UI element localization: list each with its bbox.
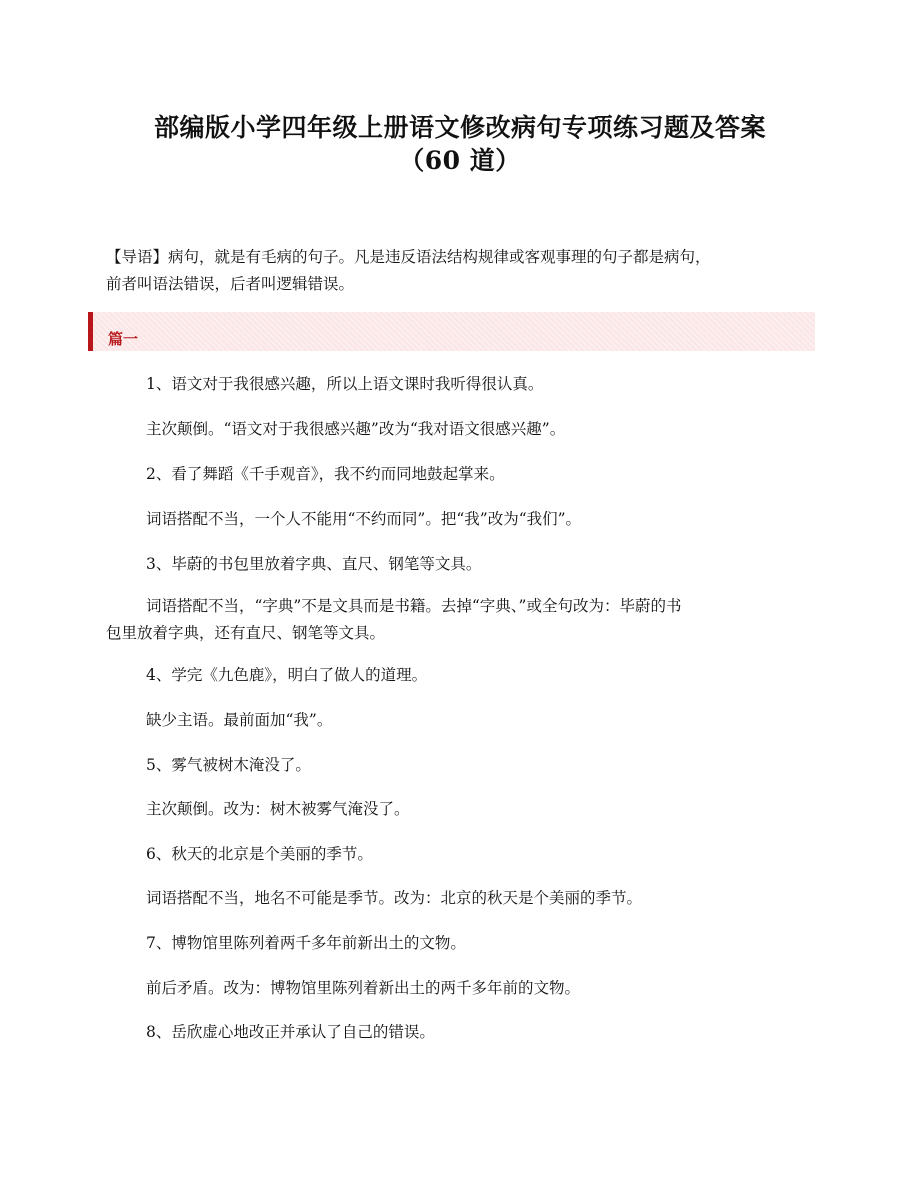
intro-line-1: 【导语】病句，就是有毛病的句子。凡是违反语法结构规律或客观事理的句子都是病句， (106, 248, 711, 266)
intro-paragraph (106, 244, 816, 298)
section-header (88, 312, 815, 351)
question-3: 3、毕蔚的书包里放着字典、直尺、钢笔等文具。 (146, 555, 482, 573)
question-4: 4、学完《九色鹿》，明白了做人的道理。 (146, 666, 428, 684)
answer-1: 主次颠倒。“语文对于我很感兴趣”改为“我对语文很感兴趣”。 (146, 420, 566, 438)
answer-3-line-1: 词语搭配不当，“字典”不是文具而是书籍。去掉“字典、”或全句改为：毕蔚的书 (146, 597, 682, 615)
question-2: 2、看了舞蹈《千手观音》，我不约而同地鼓起掌来。 (146, 465, 505, 483)
intro-line-2: 前者叫语法错误，后者叫逻辑错误。 (106, 275, 355, 293)
question-1: 1、语文对于我很感兴趣，所以上语文课时我听得很认真。 (146, 375, 544, 393)
question-5: 5、雾气被树木淹没了。 (146, 756, 311, 774)
answer-7: 前后矛盾。改为：博物馆里陈列着新出土的两千多年前的文物。 (146, 979, 581, 997)
page-title: 部编版小学四年级上册语文修改病句专项练习题及答案 (153, 113, 766, 142)
page-title-subtitle: （60 道） (399, 146, 521, 175)
section-label: 篇一 (108, 330, 139, 348)
answer-5: 主次颠倒。改为：树木被雾气淹没了。 (146, 800, 410, 818)
answer-2: 词语搭配不当，一个人不能用“不约而同”。把“我”改为“我们”。 (146, 510, 582, 528)
question-6: 6、秋天的北京是个美丽的季节。 (146, 845, 373, 863)
question-7: 7、博物馆里陈列着两千多年前新出土的文物。 (146, 934, 466, 952)
answer-6: 词语搭配不当，地名不可能是季节。改为：北京的秋天是个美丽的季节。 (146, 889, 643, 907)
answer-3 (106, 593, 816, 647)
section-accent-bar (88, 312, 93, 351)
question-8: 8、岳欣虚心地改正并承认了自己的错误。 (146, 1023, 435, 1041)
answer-3-line-2: 包里放着字典，还有直尺、钢笔等文具。 (106, 624, 386, 642)
answer-4: 缺少主语。最前面加“我”。 (146, 711, 333, 729)
